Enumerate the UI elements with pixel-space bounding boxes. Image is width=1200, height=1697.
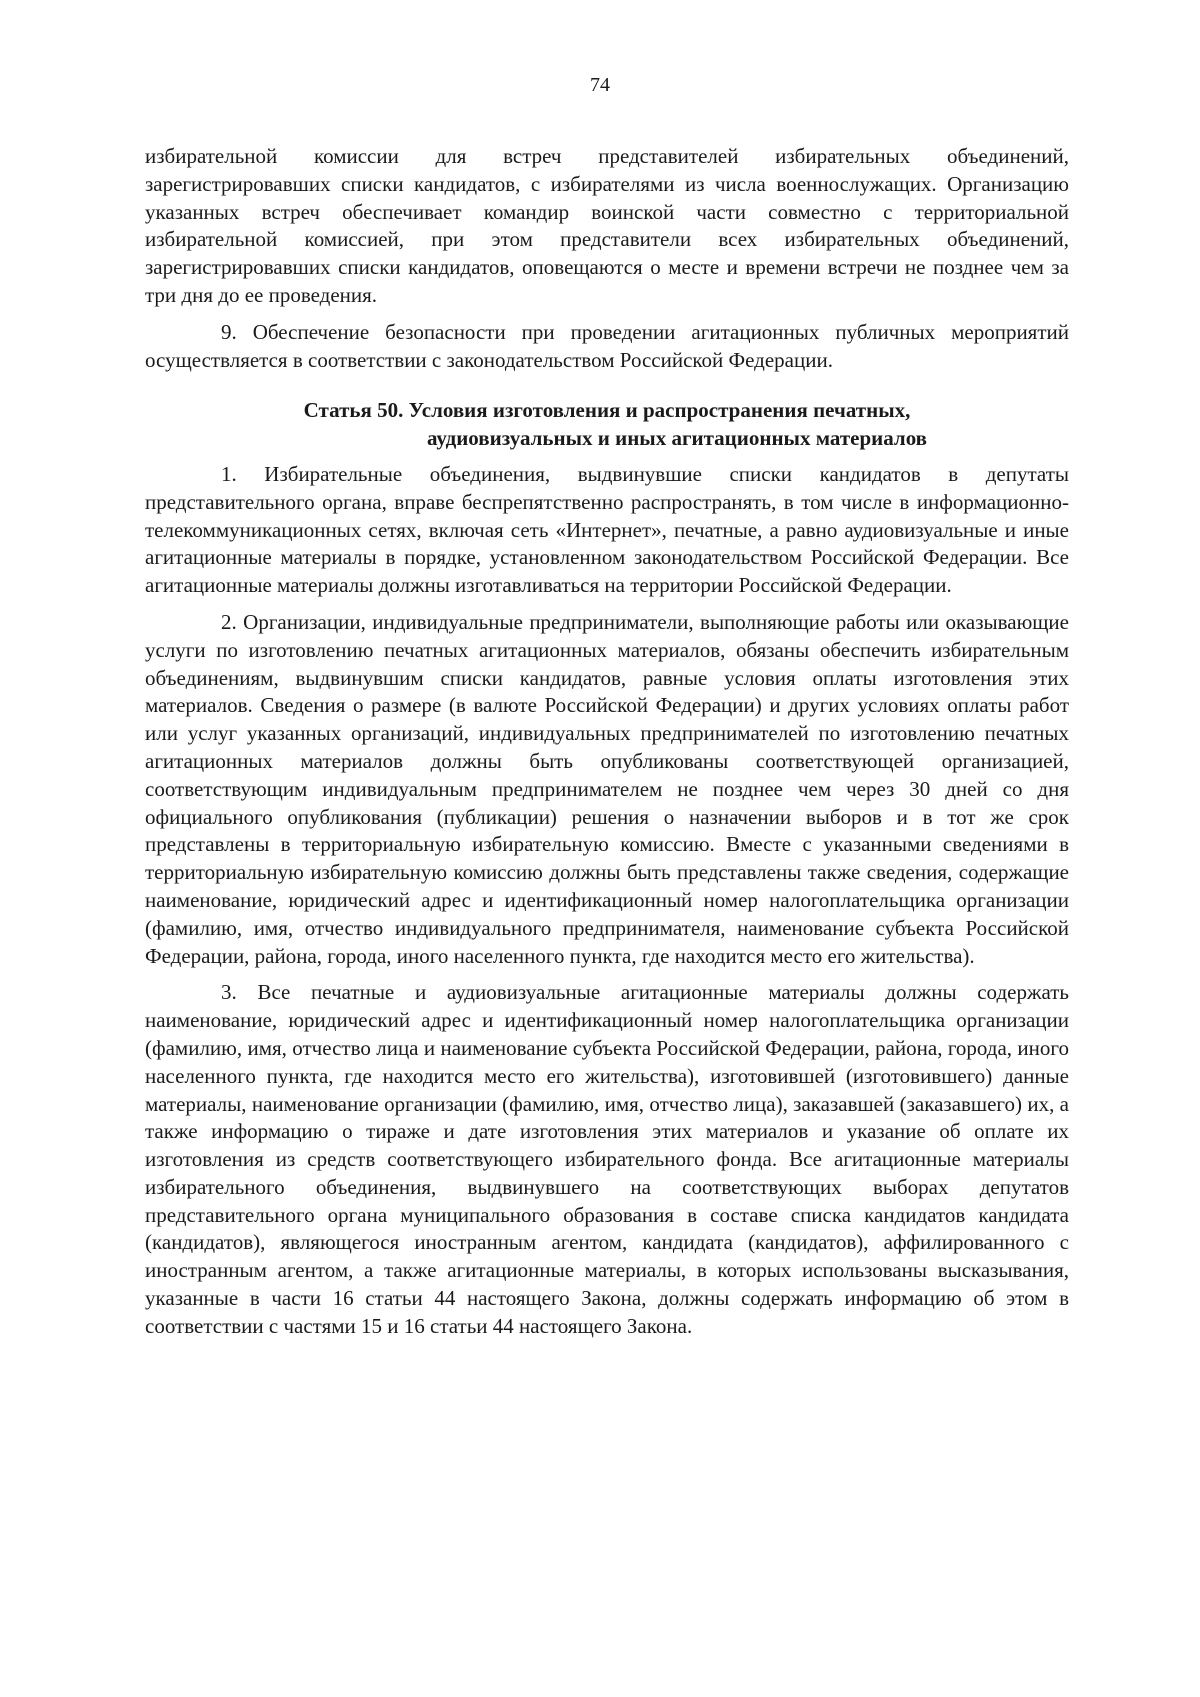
paragraph-9: 9. Обеспечение безопасности при проведении агитационных публичных мероприятий осуществляется в соответствии с законодательством Российской Федерации. <box>145 319 1069 372</box>
article-heading-line-2: аудиовизуальных и иных агитационных материалов <box>426 426 928 451</box>
article-heading-line-1: Статья 50. Условия изготовления и распространения печатных, <box>303 398 911 423</box>
document-body <box>145 143 1069 1341</box>
article-paragraph-1: 1. Избирательные объединения, выдвинувшие списки кандидатов в депутаты представительного органа, вправе беспрепятственно распространять, в том числе в информационно-телекоммуникационных сетях, включая сеть «Интернет», печатные, а равно аудиовизуальные и иные агитационные материалы в порядке, установленном законодательством Российской Федерации. Все агитационные материалы должны изготавливаться на территории Российской Федерации. <box>145 461 1069 598</box>
paragraph-continuation: избирательной комиссии для встреч представителей избирательных объединений, зарегистрировавших списки кандидатов, с избирателями из числа военнослужащих. Организацию указанных встреч обеспечивает командир воинской части совместно с территориальной избирательной комиссией, при этом представители всех избирательных объединений, зарегистрировавших списки кандидатов, оповещаются о месте и времени встречи не позднее чем за три дня до ее проведения. <box>145 144 1069 307</box>
article-heading <box>145 397 1069 453</box>
article-paragraph-2: 2. Организации, индивидуальные предприниматели, выполняющие работы или оказывающие услуги по изготовлению печатных агитационных материалов, обязаны обеспечить избирательным объединениям, выдвинувшим списки кандидатов, равные условия оплаты изготовления этих материалов. Сведения о размере (в валюте Российской Федерации) и других условиях оплаты работ или услуг указанных организаций, индивидуальных предпринимателей по изготовлению печатных агитационных материалов должны быть опубликованы соответствующей организацией, соответствующим индивидуальным предпринимателем не позднее чем через 30 дней со дня официального опубликования (публикации) решения о назначении выборов и в тот же срок представлены в территориальную избирательную комиссию. Вместе с указанными сведениями в территориальную избирательную комиссию должны быть представлены также сведения, содержащие наименование, юридический адрес и идентификационный номер налогоплательщика организации (фамилию, имя, отчество индивидуального предпринимателя, наименование субъекта Российской Федерации, района, города, иного населенного пункта, где находится место его жительства). <box>145 609 1069 968</box>
article-paragraph-3: 3. Все печатные и аудиовизуальные агитационные материалы должны содержать наименование, юридический адрес и идентификационный номер налогоплательщика организации (фамилию, имя, отчество лица и наименование субъекта Российской Федерации, района, города, иного населенного пункта, где находится место его жительства), изготовившей (изготовившего) данные материалы, наименование организации (фамилию, имя, отчество лица), заказавшей (заказавшего) их, а также информацию о тираже и дате изготовления этих материалов и указание об оплате их изготовления из средств соответствующего избирательного фонда. Все агитационные материалы избирательного объединения, выдвинувшего на соответствующих выборах депутатов представительного органа муниципального образования в составе списка кандидатов кандидата (кандидатов), являющегося иностранным агентом, кандидата (кандидатов), аффилированного с иностранным агентом, а также агитационные материалы, в которых использованы высказывания, указанные в части 16 статьи 44 настоящего Закона, должны содержать информацию об этом в соответствии с частями 15 и 16 статьи 44 настоящего Закона. <box>145 980 1069 1338</box>
page-number: 74 <box>590 74 610 96</box>
